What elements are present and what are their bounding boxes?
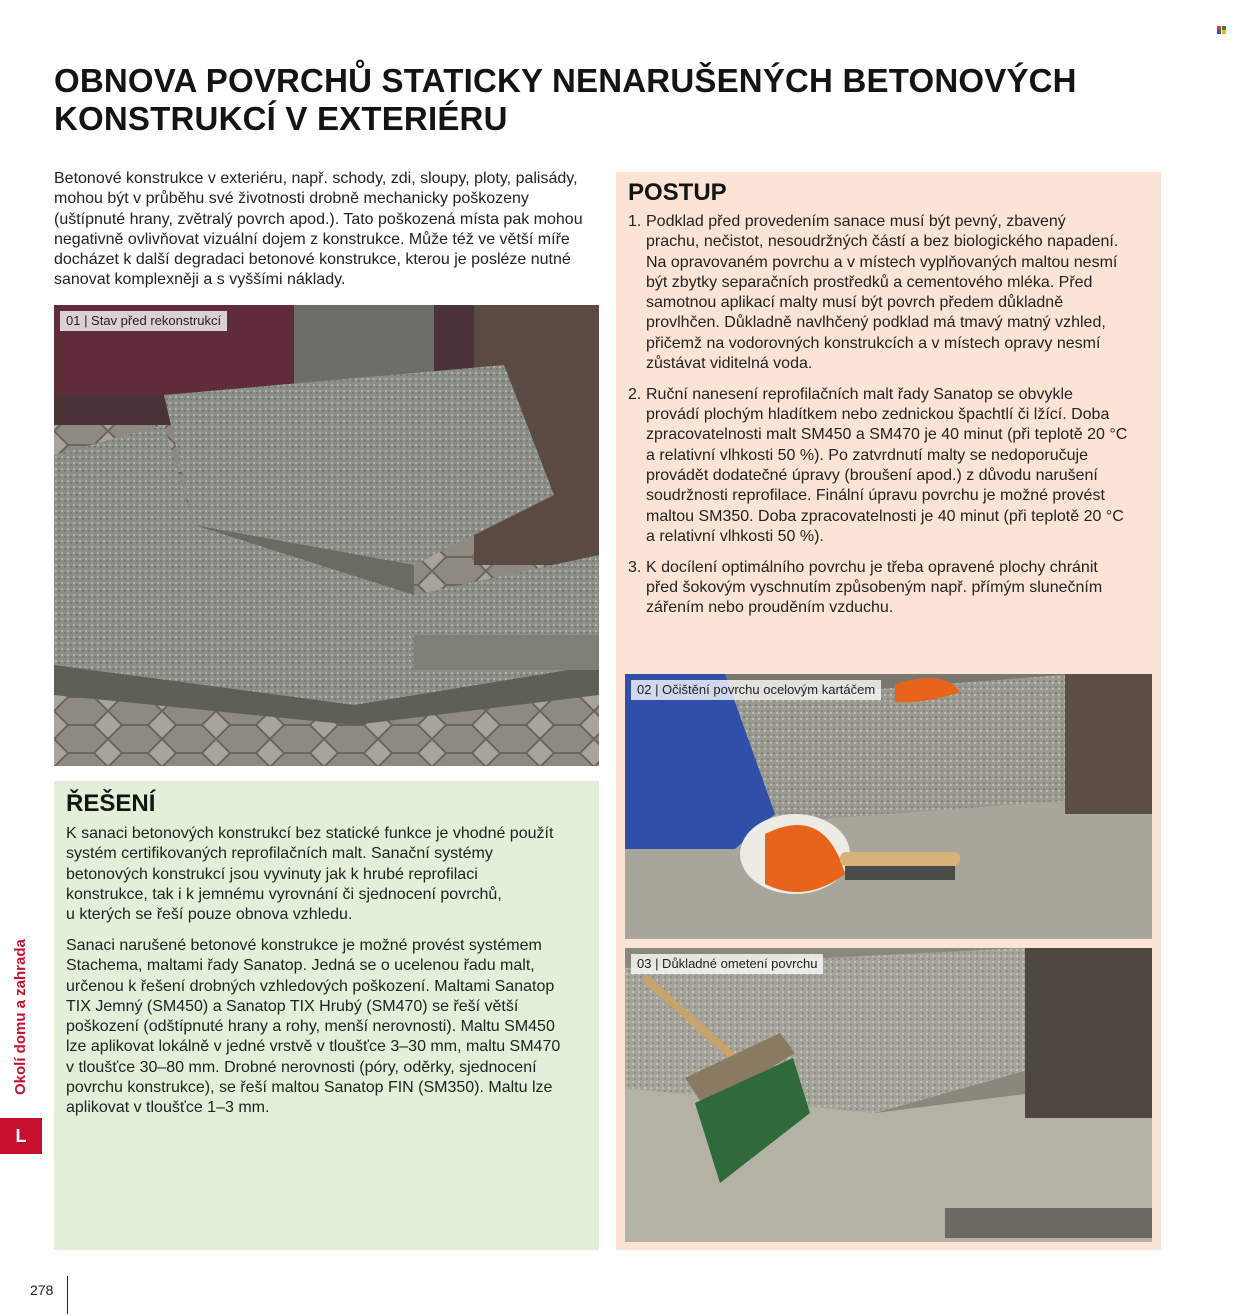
solution-line: Stachema, maltami řady Sanatop. Jedná se o ucelenou řadu malt, xyxy=(66,957,535,975)
step-line: před šokovým vyschnutím způsobeným např. přímým slunečním xyxy=(646,579,1103,597)
solution-line: v tloušťce 30–80 mm. Drobné nerovnosti (póry, oděrky, sjednocení xyxy=(66,1058,537,1076)
photo-before-renovation xyxy=(54,305,599,766)
step-line: přičemž na vodorovných konstrukcích a v místech opravy nesmí xyxy=(646,334,1101,352)
brand-logo-icon xyxy=(1217,26,1227,34)
procedure-steps xyxy=(628,212,1153,629)
step-line: maltou SM350. Doba zpracovatelnosti je 40 minut (při teplotě 20 °C xyxy=(646,507,1124,525)
title-line: KONSTRUKCÍ V EXTERIÉRU xyxy=(54,100,508,137)
solution-line: lze aplikovat lokálně v jedné vrstvě v tloušťce 3–30 mm, maltu SM470 xyxy=(66,1038,561,1056)
step-line: být zbytky separačních prostředků a cementového mléka. Před xyxy=(646,273,1093,291)
solution-line: poškození (odštípnuté hrany a rohy, menší nerovnosti). Maltu SM450 xyxy=(66,1018,555,1036)
photo-sweeping xyxy=(625,948,1152,1242)
step-line: Podklad před provedením sanace musí být pevný, zbavený xyxy=(646,213,1066,230)
solution-line: povrchu konstrukce), se řeší maltou Sanatop FIN (SM350). Maltu lze xyxy=(66,1079,553,1097)
section-label: Okolí domu a zahrada xyxy=(12,939,29,1095)
step-line: provlhčen. Důkladně navlhčený podklad má tmavý matný vzhled, xyxy=(646,314,1106,332)
intro-line: sanovat komplexněji a s vyššími náklady. xyxy=(54,271,346,289)
photo-caption: 01 | Stav před rekonstrukcí xyxy=(60,311,227,331)
step-line: provádět dodatečné úpravy (broušení apod.) z důvodu narušení xyxy=(646,467,1098,485)
solution-line: Sanaci narušené betonové konstrukce je možné provést systémem xyxy=(66,937,542,954)
step-line: Na opravovaném povrchu a v místech vyplňovaných maltou nesmí xyxy=(646,253,1118,271)
procedure-step xyxy=(628,212,1153,374)
solution-line: určenou k řešení drobných vzhledových poškození. Maltami Sanatop xyxy=(66,977,555,995)
step-line: Ruční nanesení reprofilačních malt řady Sanatop se obvykle xyxy=(646,385,1073,403)
intro-line: (uštípnuté hrany, zvětralý povrch apod.). Tato poškozená místa pak mohou xyxy=(54,210,583,228)
page-divider xyxy=(67,1276,68,1314)
section-tab: L xyxy=(0,1118,42,1154)
procedure-step xyxy=(628,558,1153,619)
solution-line: systém certifikovaných reprofilačních malt. Sanační systémy xyxy=(66,845,493,863)
step-number: 3. xyxy=(628,558,642,576)
intro-line: negativně ovlivňovat vizuální dojem z konstrukce. Může též ve větší míře xyxy=(54,230,570,248)
solution-line: konstrukce, tak i k jemnému vyrovnání či sjednocení povrchů, xyxy=(66,885,502,903)
step-line: zpracovatelnosti malt SM450 a SM470 je 40 minut (při teplotě 20 °C xyxy=(646,426,1128,444)
photo-caption: 02 | Očištění povrchu ocelovým kartáčem xyxy=(631,680,881,700)
intro-line: Betonové konstrukce v exteriéru, např. schody, zdi, sloupy, ploty, palisády, xyxy=(54,170,578,187)
solution-line: K sanaci betonových konstrukcí bez statické funkce je vhodné použít xyxy=(66,825,554,842)
step-line: soudržnosti reprofilace. Finální úpravu povrchu je možné provést xyxy=(646,487,1105,505)
intro-line: docházet k další degradaci betonové konstrukce, kterou je posléze nutné xyxy=(54,251,571,269)
intro-paragraph xyxy=(54,169,604,291)
intro-line: mohou být v průběhu své životnosti drobně mechanicky poškozeny xyxy=(54,190,529,208)
solution-line: aplikovat v tloušťce 1–3 mm. xyxy=(66,1099,270,1117)
solution-line: betonových konstrukcí jsou vyvinuty jak k hrubé reprofilaci xyxy=(66,865,478,883)
photo-wire-brush-cleaning xyxy=(625,674,1152,939)
page-number: 278 xyxy=(30,1282,54,1298)
procedure-step xyxy=(628,385,1153,547)
title-line: OBNOVA POVRCHŮ STATICKY NENARUŠENÝCH BETONOVÝCH xyxy=(54,62,1077,99)
solution-line: TIX Jemný (SM450) a Sanatop TIX Hrubý (SM470) se řeší větší xyxy=(66,997,519,1015)
solution-line: u kterých se řeší pouze obnova vzhledu. xyxy=(66,906,353,924)
step-line: a relativní vlhkosti 50 %). xyxy=(646,527,824,545)
solution-heading: ŘEŠENÍ xyxy=(66,790,156,817)
solution-paragraph xyxy=(66,824,591,925)
step-line: zůstávat viditelná voda. xyxy=(646,355,813,373)
procedure-heading: POSTUP xyxy=(628,179,727,206)
step-line: provádí plochým hladítkem nebo zednickou špachtlí či lžící. Doba xyxy=(646,406,1110,424)
step-number: 2. xyxy=(628,385,642,403)
photo-caption: 03 | Důkladné ometení povrchu xyxy=(631,954,823,974)
step-line: samotnou aplikací malty musí být povrch předem důkladně xyxy=(646,294,1064,312)
step-line: prachu, nečistot, nesoudržných částí a bez biologického napadení. xyxy=(646,233,1119,251)
solution-box xyxy=(54,781,599,1250)
step-line: zářením nebo prouděním vzduchu. xyxy=(646,599,894,617)
step-line: K docílení optimálního povrchu je třeba opravené plochy chránit xyxy=(646,558,1098,576)
step-line: a relativní vlhkosti 50 %). Po zatvrdnutí malty se nedoporučuje xyxy=(646,446,1088,464)
step-number: 1. xyxy=(628,213,642,230)
solution-paragraph xyxy=(66,936,591,1119)
page-title xyxy=(54,62,1174,138)
